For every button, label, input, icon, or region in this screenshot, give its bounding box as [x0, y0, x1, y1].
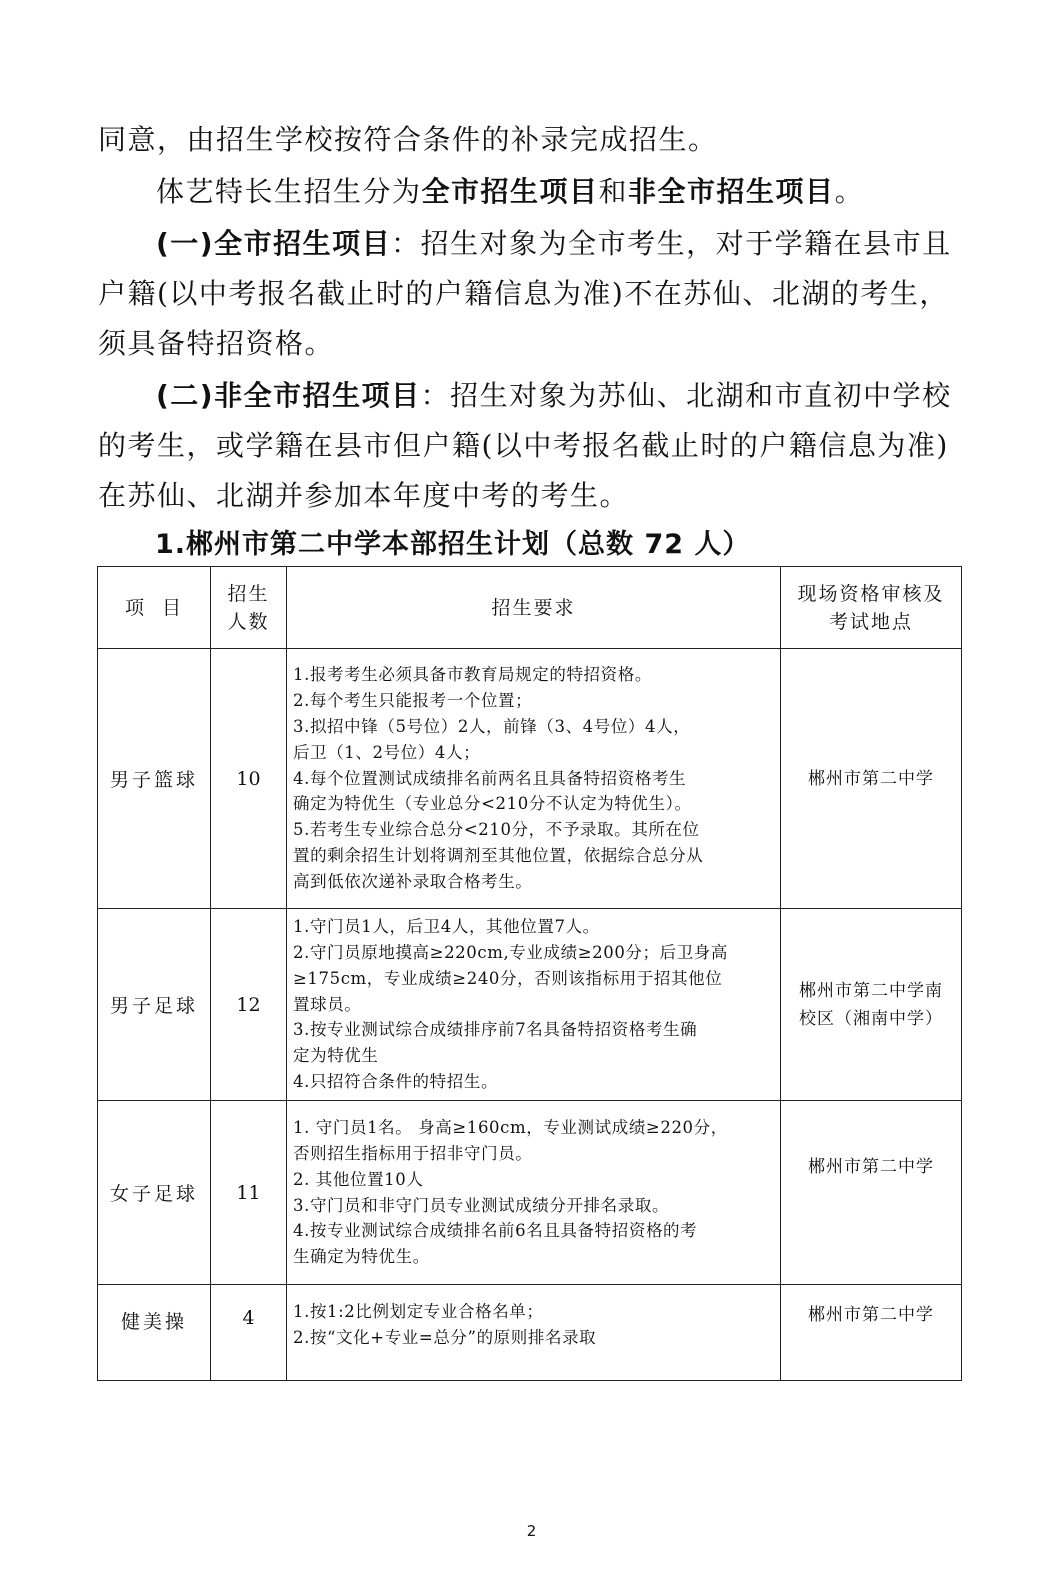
header-requirements: 招生要求 — [287, 567, 781, 649]
cell-location — [781, 909, 962, 1101]
header-count-line1: 招生 — [227, 582, 270, 605]
table-row — [98, 649, 962, 909]
table-row — [98, 1101, 962, 1285]
requirement-line: 1.守门员1人，后卫4人，其他位置7人。 — [293, 917, 600, 937]
requirement-line: 1.按1:2比例划定专业合格名单； — [293, 1302, 544, 1321]
header-location-line2: 考试地点 — [828, 610, 913, 633]
text-segment: 。 — [834, 175, 865, 208]
paragraph-non-citywide-project — [98, 371, 968, 521]
requirement-line: 4.每个位置测试成绩排名前两名且具备特招资格考生 — [293, 768, 687, 788]
requirement-line: ≥175cm，专业成绩≥240分，否则该指标用于招其他位 — [293, 968, 723, 988]
cell-item: 女子足球 — [98, 1101, 211, 1285]
requirement-line: 置的剩余招生计划将调剂至其他位置，依据综合总分从 — [293, 845, 704, 865]
paragraph-body: ：招生对象为全市考生，对于学籍在县市且户籍(以中考报名截止时的户籍信息为准)不在苏仙、北湖的考生，须具备特招资格。 — [98, 227, 952, 360]
requirement-line: 生确定为特优生。 — [293, 1247, 430, 1267]
table-row — [98, 909, 962, 1101]
cell-count: 11 — [211, 1101, 287, 1285]
table-row — [98, 1285, 962, 1381]
paragraph-continuation: 同意，由招生学校按符合条件的补录完成招生。 — [98, 123, 718, 156]
bold-term-non-citywide: 非全市招生项目 — [628, 175, 835, 208]
page-number: 2 — [526, 1522, 537, 1540]
cell-item: 男子篮球 — [98, 649, 211, 909]
paragraph-citywide-project — [98, 219, 968, 369]
cell-location — [781, 649, 962, 909]
cell-count: 4 — [211, 1285, 287, 1381]
location-line1: 郴州市第二中学 — [808, 1157, 934, 1177]
cell-item: 男子足球 — [98, 909, 211, 1101]
requirement-line: 后卫（1、2号位）4人； — [293, 742, 481, 762]
cell-location — [781, 1101, 962, 1285]
cell-location — [781, 1285, 962, 1381]
requirement-line: 2. 其他位置10人 — [293, 1169, 424, 1189]
paragraph-project-types — [98, 167, 968, 217]
requirement-line: 置球员。 — [293, 994, 362, 1014]
paragraph-body: ：招生对象为苏仙、北湖和市直初中学校的考生，或学籍在县市但户籍(以中考报名截止时的户籍信息为准)在苏仙、北湖并参加本年度中考的考生。 — [98, 379, 952, 512]
header-location-line1: 现场资格审核及 — [797, 582, 945, 605]
location-line1: 郴州市第二中学南 — [799, 980, 943, 1001]
section-heading-non-citywide: (二)非全市招生项目 — [156, 379, 421, 412]
text-segment: 和 — [598, 175, 629, 208]
location-line1: 郴州市第二中学 — [808, 768, 934, 789]
requirement-line: 3.守门员和非守门员专业测试成绩分开排名录取。 — [293, 1195, 670, 1215]
cell-count: 12 — [211, 909, 287, 1101]
requirement-line: 2.守门员原地摸高≥220cm,专业成绩≥200分；后卫身高 — [293, 943, 729, 962]
requirement-line: 1. 守门员1名。 身高≥160cm，专业测试成绩≥220分， — [293, 1118, 728, 1138]
cell-requirements — [287, 909, 781, 1101]
requirement-line: 定为特优生 — [293, 1046, 379, 1066]
header-item: 项 目 — [98, 567, 211, 649]
requirement-line: 4.只招符合条件的特招生。 — [293, 1071, 499, 1091]
requirement-line: 3.拟招中锋（5号位）2人，前锋（3、4号位）4人， — [293, 717, 691, 736]
requirement-line: 3.按专业测试综合成绩排序前7名具备特招资格考生确 — [293, 1020, 698, 1040]
section-heading-citywide: (一)全市招生项目 — [156, 227, 392, 260]
table-title: 1.郴州市第二中学本部招生计划（总数 72 人） — [155, 529, 751, 560]
header-location — [781, 567, 962, 649]
header-count-line2: 人数 — [227, 610, 270, 633]
location-line2: 校区（湘南中学） — [799, 1008, 943, 1029]
enrollment-plan-table — [97, 566, 962, 1381]
requirement-line: 确定为特优生（专业总分<210分不认定为特优生）。 — [293, 794, 692, 814]
bold-term-citywide: 全市招生项目 — [421, 175, 599, 208]
requirement-line: 2.按“文化+专业=总分”的原则排名录取 — [293, 1327, 597, 1347]
requirement-line: 5.若考生专业综合总分<210分，不予录取。其所在位 — [293, 820, 700, 840]
requirement-line: 否则招生指标用于招非守门员。 — [293, 1143, 533, 1163]
header-count — [211, 567, 287, 649]
requirement-line: 高到低依次递补录取合格考生。 — [293, 871, 533, 891]
cell-item: 健美操 — [98, 1285, 211, 1381]
requirement-line: 4.按专业测试综合成绩排名前6名且具备特招资格的考 — [293, 1221, 698, 1241]
text-segment: 体艺特长生招生分为 — [156, 175, 422, 208]
location-line1: 郴州市第二中学 — [808, 1305, 934, 1325]
cell-requirements — [287, 1285, 781, 1381]
requirement-line: 2.每个考生只能报考一个位置； — [293, 691, 533, 711]
cell-requirements — [287, 649, 781, 909]
cell-count: 10 — [211, 649, 287, 909]
cell-requirements — [287, 1101, 781, 1285]
requirement-line: 1.报考考生必须具备市教育局规定的特招资格。 — [293, 665, 652, 685]
table-header-row — [98, 567, 962, 649]
